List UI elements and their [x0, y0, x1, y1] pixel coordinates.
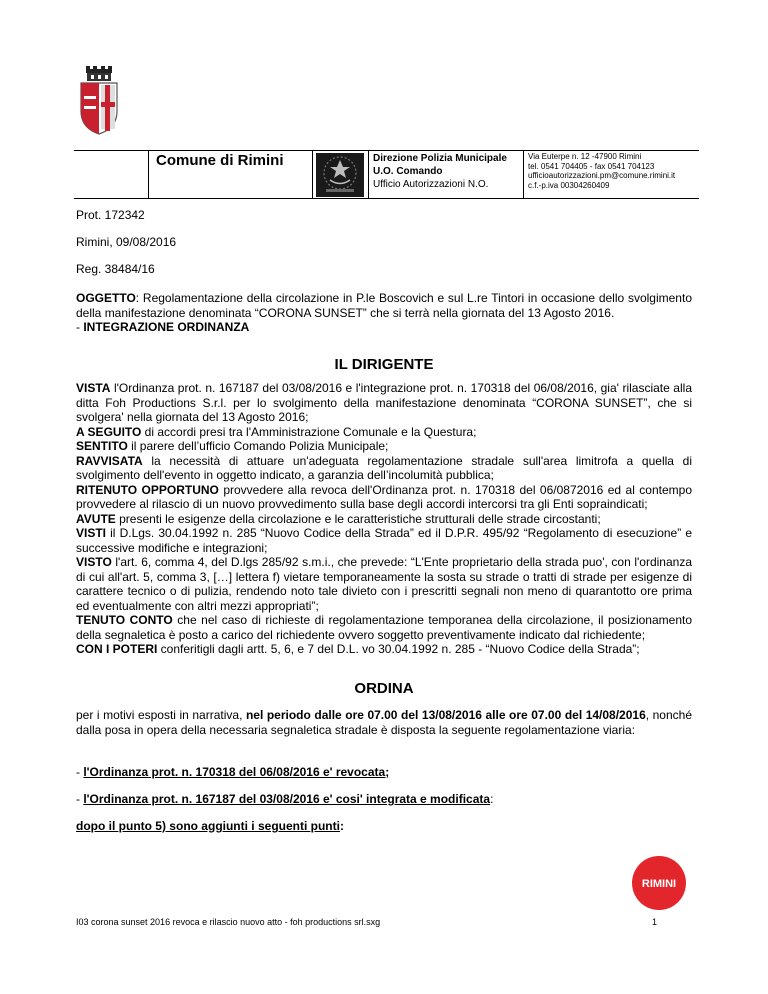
recital-keyword: TENUTO CONTO	[76, 613, 173, 627]
order-item	[76, 792, 692, 807]
recital-clause	[76, 526, 692, 555]
recital-text: provvedere alla revoca dell'Ordinanza prot. n. 170318 del 06/0872016 ed al contempo provvedere al rilascio di un nuovo provvedimento sulla base degli accordi intercorsi tra gli Enti sopraindicati;	[76, 482, 692, 511]
ordina-text-pre: per i motivi esposti in narrativa,	[76, 708, 246, 722]
dept-direction: Direzione Polizia Municipale	[373, 153, 507, 164]
recital-keyword: CON I POTERI	[76, 642, 158, 656]
recital-clause	[76, 454, 692, 483]
dept-office: Ufficio Autorizzazioni N.O.	[373, 179, 489, 190]
subject-subtitle	[76, 320, 692, 335]
ordina-period: nel periodo dalle ore 07.00 del 13/08/2016 alle ore 07.00 del 14/08/2016	[245, 708, 646, 722]
recital-text: l'Ordinanza prot. n. 167187 del 03/08/2016 e l'integrazione prot. n. 170318 del 06/08/2016, gia' rilasciate alla ditta Foh Productions S.r.l. per lo svolgimento della manifestazione denominata “CORONA SUNSET”, che si svolgera' nella giornata del 13 Agosto 2016;	[76, 381, 692, 424]
rimini-crest-icon	[78, 66, 120, 136]
order-item-text: l'Ordinanza prot. n. 170318 del 06/08/2016 e' revocata;	[83, 765, 390, 779]
contact-phone: tel. 0541 704405 - fax 0541 704123	[528, 161, 655, 171]
recital-text: conferitigli dagli artt. 5, 6, e 7 del D.L. vo 30.04.1992 n. 285 - “Nuovo Codice della Strada”;	[157, 642, 640, 656]
contact-email: ufficioautorizzazioni.pm@comune.rimini.it	[528, 171, 676, 180]
header-divider	[368, 150, 369, 198]
recital-keyword: VISTA	[76, 381, 111, 395]
recital-clause	[76, 381, 692, 425]
subject-text: : Regolamentazione della circolazione in P.le Boscovich e sul L.re Tintori in occasione dello svolgimento della manifestazione denominata “CORONA SUNSET” che si terrà nella giornata del 13 Agosto 2016.	[76, 291, 692, 320]
register-number: Reg. 38484/16	[76, 262, 155, 276]
polizia-municipale-badge-icon	[316, 153, 364, 197]
rimini-logo-text: RIMINI	[641, 878, 677, 890]
header-top-rule	[74, 150, 699, 151]
subject-paragraph	[76, 291, 692, 320]
recital-clause	[76, 439, 692, 454]
recital-clause	[76, 483, 692, 512]
subject-label: OGGETTO	[76, 291, 136, 305]
recital-text: la necessità di attuare un'adeguata regolamentazione stradale sull'area limitrofa a quella di svolgimento dell'evento in oggetto indicato, a garanzia dell’incolumità pubblica;	[76, 453, 692, 482]
recital-text: il D.Lgs. 30.04.1992 n. 285 “Nuovo Codice della Strada” ed il D.P.R. 495/92 “Regolamento di esecuzione” e successive modifiche e integrazioni;	[76, 526, 692, 555]
header-divider	[148, 150, 149, 198]
header-bottom-rule	[74, 198, 699, 199]
il-dirigente-heading: IL DIRIGENTE	[334, 356, 434, 373]
contact-block	[528, 152, 675, 190]
ordina-text	[76, 708, 692, 737]
recitals	[76, 381, 692, 657]
ordina-text-post: , nonché dalla posa in opera della necessaria segnaletica stradale è disposta la seguente regolamentazione viaria:	[76, 708, 692, 737]
recital-text: che nel caso di richieste di regolamentazione temporanea della circolazione, il posizionamento della segnaletica è posto a carico del richiedente ovvero soggetto preventivamente indicato dal richiedente;	[76, 613, 692, 642]
order-item-suffix: :	[490, 792, 494, 806]
document-date: Rimini, 09/08/2016	[76, 235, 177, 249]
dept-unit: U.O. Comando	[373, 166, 443, 177]
recital-keyword: A SEGUITO	[76, 424, 142, 439]
recital-text: presenti le esigenze della circolazione e le caratteristiche strutturali delle strade circostanti;	[115, 511, 601, 526]
order-item-prefix: -	[76, 765, 84, 779]
ordina-heading: ORDINA	[354, 680, 414, 697]
order-item-text: dopo il punto 5) sono aggiunti i seguenti punti	[76, 819, 340, 833]
recital-text: l'art. 6, comma 4, del D.lgs 285/92 s.m.i., che prevede: “L'Ente proprietario della strada puo', con l'ordinanza di cui all'art. 5, comma 3, […] lettera f) vietare temporaneamente la sosta su strade o tratti di strade per esigenze di carattere tecnico o di pulizia, rendendo noto tale divieto con i prescritti segnali non meno di quarantotto ore prima ed eventualmente con altri mezzi appropriati”;	[76, 555, 692, 613]
recital-clause	[76, 642, 692, 657]
recital-text: il parere dell’ufficio Comando Polizia Municipale;	[127, 439, 389, 453]
department-block	[373, 152, 507, 191]
recital-keyword: RAVVISATA	[76, 453, 143, 468]
recital-clause	[76, 425, 692, 440]
subject-subtitle-bold: INTEGRAZIONE ORDINANZA	[83, 320, 250, 334]
subject-subtitle-prefix: -	[76, 320, 84, 334]
order-item	[76, 819, 692, 834]
page-number: 1	[652, 917, 658, 927]
contact-vat: c.f.-p.iva 00304260409	[528, 180, 610, 190]
header-divider	[312, 150, 313, 198]
recital-keyword: SENTITO	[76, 439, 128, 453]
recital-clause	[76, 555, 692, 613]
rimini-logo-icon	[632, 856, 686, 910]
subject-section	[76, 291, 692, 335]
order-item-suffix: :	[339, 819, 344, 833]
ordina-paragraph	[76, 708, 692, 737]
recital-keyword: AVUTE	[76, 511, 116, 526]
protocol-number: Prot. 172342	[76, 208, 145, 222]
order-item-text: l'Ordinanza prot. n. 167187 del 03/08/2016 e' cosi' integrata e modificata	[83, 792, 491, 806]
recital-clause	[76, 512, 692, 527]
contact-address: Via Euterpe n. 12 -47900 Rimini	[528, 152, 642, 161]
header-divider	[523, 150, 524, 198]
recital-clause	[76, 613, 692, 642]
recital-text: di accordi presi tra l'Amministrazione Comunale e la Questura;	[141, 424, 477, 439]
order-item-prefix: -	[76, 792, 84, 806]
footer-filename: I03 corona sunset 2016 revoca e rilascio nuovo atto - foh productions srl.sxg	[76, 917, 381, 927]
order-item	[76, 765, 692, 780]
recital-keyword: VISTO	[76, 555, 112, 569]
recital-keyword: VISTI	[76, 526, 107, 540]
comune-name: Comune di Rimini	[156, 152, 284, 169]
recital-keyword: RITENUTO OPPORTUNO	[76, 482, 219, 497]
